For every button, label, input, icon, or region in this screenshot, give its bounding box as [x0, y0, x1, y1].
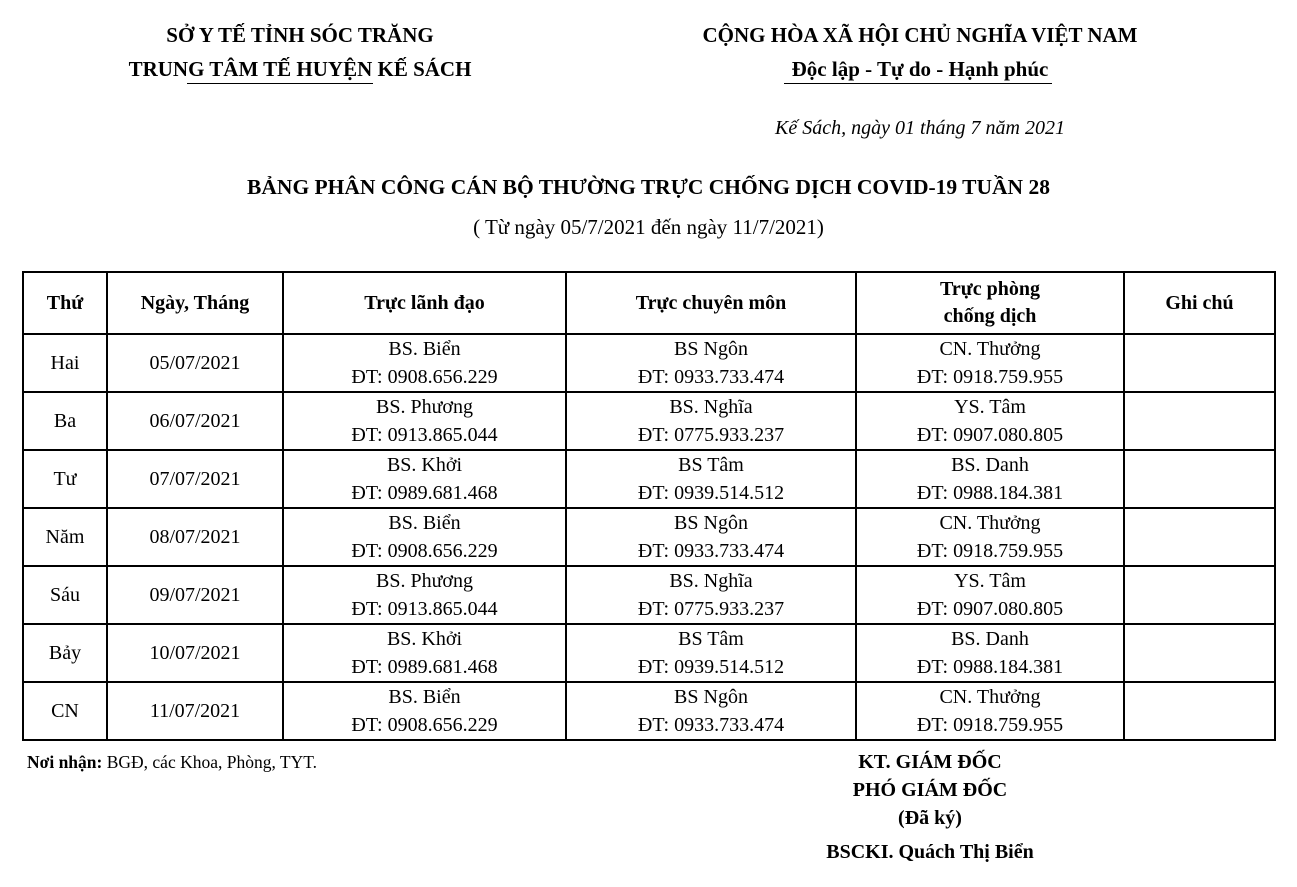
cell-day: Ba: [23, 392, 107, 450]
cell-day: Tư: [23, 450, 107, 508]
cell-leadership-name: BS. Khởi: [386, 628, 463, 650]
cell-day: Hai: [23, 334, 107, 392]
duty-schedule-table: [22, 271, 1276, 741]
cell-leadership-phone: ĐT: 0913.865.044: [351, 424, 498, 446]
header-leadership: Trực lãnh đạo: [283, 272, 566, 334]
cell-day: Sáu: [23, 566, 107, 624]
issuing-agency: [60, 18, 540, 86]
table-row: [23, 508, 1275, 566]
cell-specialist: [566, 508, 856, 566]
cell-day: Năm: [23, 508, 107, 566]
cell-specialist-name: BS. Nghĩa: [669, 396, 753, 418]
cell-notes: [1124, 392, 1275, 450]
cell-leadership: [283, 682, 566, 740]
cell-leadership: [283, 334, 566, 392]
agency-name: TRUNG TÂM TẾ HUYỆN KẾ SÁCH: [128, 57, 472, 81]
cell-specialist: [566, 566, 856, 624]
cell-leadership-phone: ĐT: 0989.681.468: [351, 656, 498, 678]
cell-specialist-name: BS Tâm: [678, 454, 744, 476]
table-row: [23, 334, 1275, 392]
cell-leadership: [283, 450, 566, 508]
header-epidemic: Trực phòng chống dịch: [856, 272, 1124, 334]
cell-epidemic-phone: ĐT: 0988.184.381: [916, 482, 1064, 504]
table-header-row: [23, 272, 1275, 334]
cell-epidemic: [856, 450, 1124, 508]
cell-date: 11/07/2021: [107, 682, 283, 740]
table-row: [23, 450, 1275, 508]
cell-specialist-name: BS Ngôn: [674, 686, 748, 708]
cell-specialist-phone: ĐT: 0933.733.474: [637, 714, 785, 736]
cell-day: Bảy: [23, 624, 107, 682]
signature-block: [760, 748, 1100, 866]
cell-notes: [1124, 334, 1275, 392]
cell-specialist: [566, 624, 856, 682]
document-subtitle: ( Từ ngày 05/7/2021 đến ngày 11/7/2021): [473, 215, 824, 239]
header-notes: Ghi chú: [1124, 272, 1275, 334]
cell-date: 06/07/2021: [107, 392, 283, 450]
cell-date: 05/07/2021: [107, 334, 283, 392]
cell-notes: [1124, 682, 1275, 740]
recipients-value: BGĐ, các Khoa, Phòng, TYT.: [102, 752, 318, 772]
agency-parent: SỞ Y TẾ TỈNH SÓC TRĂNG: [166, 23, 434, 47]
cell-epidemic-name: BS. Danh: [951, 454, 1029, 476]
cell-leadership-name: BS. Phương: [375, 396, 473, 418]
cell-specialist: [566, 334, 856, 392]
issue-date: Kế Sách, ngày 01 tháng 7 năm 2021: [775, 117, 1065, 139]
signature-line-2: PHÓ GIÁM ĐỐC: [852, 779, 1008, 801]
signature-status: (Đã ký): [898, 807, 962, 829]
cell-specialist-name: BS Ngôn: [674, 338, 748, 360]
table-row: [23, 566, 1275, 624]
cell-epidemic: [856, 624, 1124, 682]
cell-specialist-phone: ĐT: 0939.514.512: [637, 482, 785, 504]
cell-specialist-phone: ĐT: 0939.514.512: [637, 656, 785, 678]
cell-leadership-phone: ĐT: 0908.656.229: [351, 366, 498, 388]
cell-epidemic-name: CN. Thưởng: [939, 338, 1041, 360]
cell-epidemic-phone: ĐT: 0988.184.381: [916, 656, 1064, 678]
cell-specialist: [566, 450, 856, 508]
cell-epidemic-phone: ĐT: 0918.759.955: [916, 540, 1064, 562]
cell-epidemic-phone: ĐT: 0918.759.955: [916, 366, 1064, 388]
cell-leadership: [283, 392, 566, 450]
country-name: CỘNG HÒA XÃ HỘI CHỦ NGHĨA VIỆT NAM: [702, 23, 1138, 47]
cell-leadership-name: BS. Biển: [388, 512, 461, 534]
cell-epidemic: [856, 682, 1124, 740]
table-row: [23, 624, 1275, 682]
cell-epidemic: [856, 566, 1124, 624]
cell-specialist-name: BS Tâm: [678, 628, 744, 650]
cell-epidemic: [856, 508, 1124, 566]
cell-epidemic-name: BS. Danh: [951, 628, 1029, 650]
header-day: Thứ: [23, 272, 107, 334]
cell-specialist-phone: ĐT: 0933.733.474: [637, 540, 785, 562]
cell-day: CN: [23, 682, 107, 740]
recipients-label: Nơi nhận:: [27, 752, 103, 772]
header-specialist: Trực chuyên môn: [566, 272, 856, 334]
cell-leadership: [283, 508, 566, 566]
cell-leadership: [283, 566, 566, 624]
cell-specialist-name: BS. Nghĩa: [669, 570, 753, 592]
cell-epidemic-name: YS. Tâm: [954, 396, 1026, 418]
agency-underline: [187, 83, 373, 84]
document-title: BẢNG PHÂN CÔNG CÁN BỘ THƯỜNG TRỰC CHỐNG DỊCH COVID-19 TUẦN 28: [247, 175, 1050, 199]
cell-epidemic-name: CN. Thưởng: [939, 686, 1041, 708]
signature-line-1: KT. GIÁM ĐỐC: [858, 751, 1002, 773]
recipients: [27, 752, 317, 773]
cell-specialist-phone: ĐT: 0775.933.237: [637, 424, 785, 446]
cell-leadership-name: BS. Biển: [388, 338, 461, 360]
national-motto: [650, 18, 1190, 86]
motto-underline: [784, 83, 1052, 84]
cell-notes: [1124, 624, 1275, 682]
cell-notes: [1124, 450, 1275, 508]
table-row: [23, 682, 1275, 740]
cell-leadership-name: BS. Biển: [388, 686, 461, 708]
cell-date: 10/07/2021: [107, 624, 283, 682]
cell-epidemic-name: YS. Tâm: [954, 570, 1026, 592]
cell-leadership-phone: ĐT: 0913.865.044: [351, 598, 498, 620]
cell-epidemic: [856, 334, 1124, 392]
cell-specialist: [566, 392, 856, 450]
signatory-name: BSCKI. Quách Thị Biển: [826, 841, 1034, 863]
cell-leadership-phone: ĐT: 0908.656.229: [351, 540, 498, 562]
cell-specialist-phone: ĐT: 0933.733.474: [637, 366, 785, 388]
cell-specialist-name: BS Ngôn: [674, 512, 748, 534]
cell-date: 07/07/2021: [107, 450, 283, 508]
header-date: Ngày, Tháng: [107, 272, 283, 334]
cell-leadership-phone: ĐT: 0908.656.229: [351, 714, 498, 736]
cell-specialist-phone: ĐT: 0775.933.237: [637, 598, 785, 620]
cell-epidemic-phone: ĐT: 0907.080.805: [916, 424, 1064, 446]
cell-leadership: [283, 624, 566, 682]
cell-leadership-name: BS. Khởi: [386, 454, 463, 476]
cell-date: 08/07/2021: [107, 508, 283, 566]
cell-date: 09/07/2021: [107, 566, 283, 624]
motto: Độc lập - Tự do - Hạnh phúc: [791, 57, 1049, 81]
cell-epidemic: [856, 392, 1124, 450]
cell-epidemic-phone: ĐT: 0918.759.955: [916, 714, 1064, 736]
cell-leadership-name: BS. Phương: [375, 570, 473, 592]
cell-notes: [1124, 566, 1275, 624]
cell-epidemic-name: CN. Thưởng: [939, 512, 1041, 534]
cell-epidemic-phone: ĐT: 0907.080.805: [916, 598, 1064, 620]
table-row: [23, 392, 1275, 450]
cell-specialist: [566, 682, 856, 740]
cell-notes: [1124, 508, 1275, 566]
cell-leadership-phone: ĐT: 0989.681.468: [351, 482, 498, 504]
